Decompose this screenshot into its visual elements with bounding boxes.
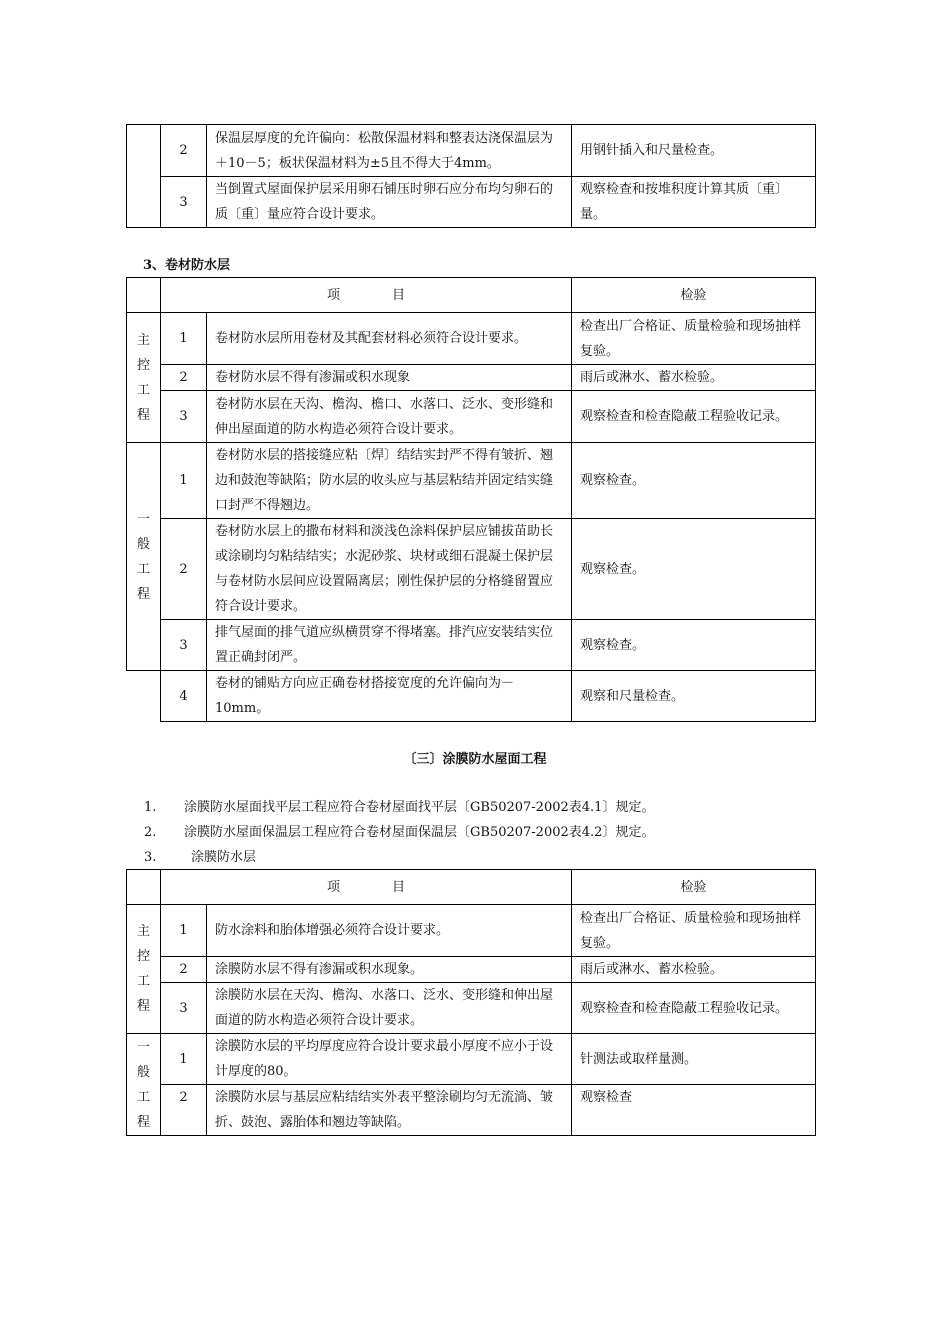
list-item (144, 846, 256, 865)
list-text: 涂膜防水层 (191, 850, 257, 865)
list-number: 2. (144, 825, 157, 840)
table-row (127, 365, 816, 391)
row-number: 2 (161, 957, 207, 983)
row-number: 3 (161, 983, 207, 1034)
table-row (127, 671, 816, 722)
item-cell: 排气屋面的排气道应纵横贯穿不得堵塞。排汽应安装结实位置正确封闭严。 (207, 620, 572, 671)
item-cell: 卷材防水层所用卷材及其配套材料必须符合设计要求。 (207, 313, 572, 365)
header-item: 项 目 (161, 278, 572, 313)
table-row (127, 443, 816, 519)
header-blank (127, 278, 161, 313)
check-cell: 观察检查和检查隐蔽工程验收记录。 (572, 391, 816, 443)
item-cell: 涂膜防水层在天沟、檐沟、水落口、泛水、变形缝和伸出屋面道的防水构造必须符合设计要求。 (207, 983, 572, 1034)
row-number: 2 (161, 125, 207, 177)
table-row (127, 125, 816, 177)
item-cell: 涂膜防水层与基层应粘结结实外表平整涂刷均匀无流淌、皱折、鼓泡、露胎体和翘边等缺陷。 (207, 1085, 572, 1136)
check-cell: 观察检查。 (572, 443, 816, 519)
row-number: 1 (161, 313, 207, 365)
table-row (127, 313, 816, 365)
item-cell: 保温层厚度的允许偏向：松散保温材料和整表达浇保温层为＋10－5；板状保温材料为±5且不得大于4mm。 (207, 125, 572, 177)
row-number: 2 (161, 365, 207, 391)
item-cell: 涂膜防水层不得有渗漏或积水现象。 (207, 957, 572, 983)
table-row (127, 905, 816, 957)
group-main-control: 主控工程 (127, 313, 161, 443)
row-number: 1 (161, 905, 207, 957)
check-cell: 检查出厂合格证、质量检验和现场抽样复验。 (572, 905, 816, 957)
check-cell: 检查出厂合格证、质量检验和现场抽样复验。 (572, 313, 816, 365)
list-number: 3. (144, 850, 157, 865)
table-row (127, 1085, 816, 1136)
item-cell: 涂膜防水层的平均厚度应符合设计要求最小厚度不应小于设计厚度的80。 (207, 1034, 572, 1085)
check-cell: 用钢针插入和尺量检查。 (572, 125, 816, 177)
row-number: 4 (161, 671, 207, 722)
table-header-row (127, 278, 816, 313)
item-cell: 卷材防水层上的撒布材料和淡浅色涂料保护层应铺拔苗助长或涂刷均匀粘结结实；水泥砂浆、块材或细石混凝土保护层与卷材防水层间应设置隔离层；刚性保护层的分格缝留置应符合设计要求。 (207, 519, 572, 620)
check-cell: 观察检查和检查隐蔽工程验收记录。 (572, 983, 816, 1034)
header-blank (127, 870, 161, 905)
table-row (127, 620, 816, 671)
header-check: 检验 (572, 278, 816, 313)
group-cell (127, 125, 161, 228)
table-row (127, 391, 816, 443)
item-cell: 卷材防水层的搭接缝应粘〔焊〕结结实封严不得有皱折、翘边和鼓泡等缺陷；防水层的收头应与基层粘结并固定结实缝口封严不得翘边。 (207, 443, 572, 519)
table-row (127, 983, 816, 1034)
row-number: 1 (161, 443, 207, 519)
list-number: 1. (144, 800, 157, 815)
list-item (144, 821, 654, 840)
header-check: 检验 (572, 870, 816, 905)
list-item (144, 796, 654, 815)
table-coating-waterproof (126, 869, 816, 1136)
check-cell: 雨后或淋水、蓄水检验。 (572, 957, 816, 983)
table-row (127, 957, 816, 983)
item-cell: 卷材防水层不得有渗漏或积水现象 (207, 365, 572, 391)
group-general: 一般工程 (127, 443, 161, 671)
section-title: 3、卷材防水层 (143, 258, 231, 273)
header-item: 项 目 (161, 870, 572, 905)
check-cell: 观察检查。 (572, 620, 816, 671)
check-cell: 观察检查。 (572, 519, 816, 620)
item-cell: 卷材防水层在天沟、檐沟、檐口、水落口、泛水、变形缝和伸出屋面道的防水构造必须符合设计要求。 (207, 391, 572, 443)
table-row (127, 177, 816, 228)
check-cell: 雨后或淋水、蓄水检验。 (572, 365, 816, 391)
row-number: 3 (161, 177, 207, 228)
table-row (127, 1034, 816, 1085)
table-header-row (127, 870, 816, 905)
group-general: 一般工程 (127, 1034, 161, 1136)
check-cell: 针测法或取样量测。 (572, 1034, 816, 1085)
check-cell: 观察检查和按堆积度计算其质〔重〕量。 (572, 177, 816, 228)
row-number: 3 (161, 620, 207, 671)
table-membrane-waterproof (126, 277, 816, 722)
row-number: 3 (161, 391, 207, 443)
item-cell: 卷材的铺贴方向应正确卷材搭接宽度的允许偏向为－10mm。 (207, 671, 572, 722)
item-cell: 防水涂料和胎体增强必须符合设计要求。 (207, 905, 572, 957)
list-text: 涂膜防水屋面保温层工程应符合卷材屋面保温层〔GB50207-2002表4.2〕规定。 (184, 825, 655, 840)
list-text: 涂膜防水屋面找平层工程应符合卷材屋面找平层〔GB50207-2002表4.1〕规定。 (184, 800, 655, 815)
group-main-control: 主控工程 (127, 905, 161, 1034)
group-cell-empty (127, 671, 161, 722)
table-insulation-continued (126, 124, 816, 228)
check-cell: 观察和尺量检查。 (572, 671, 816, 722)
item-cell: 当倒置式屋面保护层采用卵石铺压时卵石应分布均匀卵石的质〔重〕量应符合设计要求。 (207, 177, 572, 228)
part-title: 〔三〕涂膜防水屋面工程 (403, 752, 547, 767)
table-row (127, 519, 816, 620)
row-number: 2 (161, 519, 207, 620)
row-number: 2 (161, 1085, 207, 1136)
check-cell: 观察检查 (572, 1085, 816, 1136)
row-number: 1 (161, 1034, 207, 1085)
